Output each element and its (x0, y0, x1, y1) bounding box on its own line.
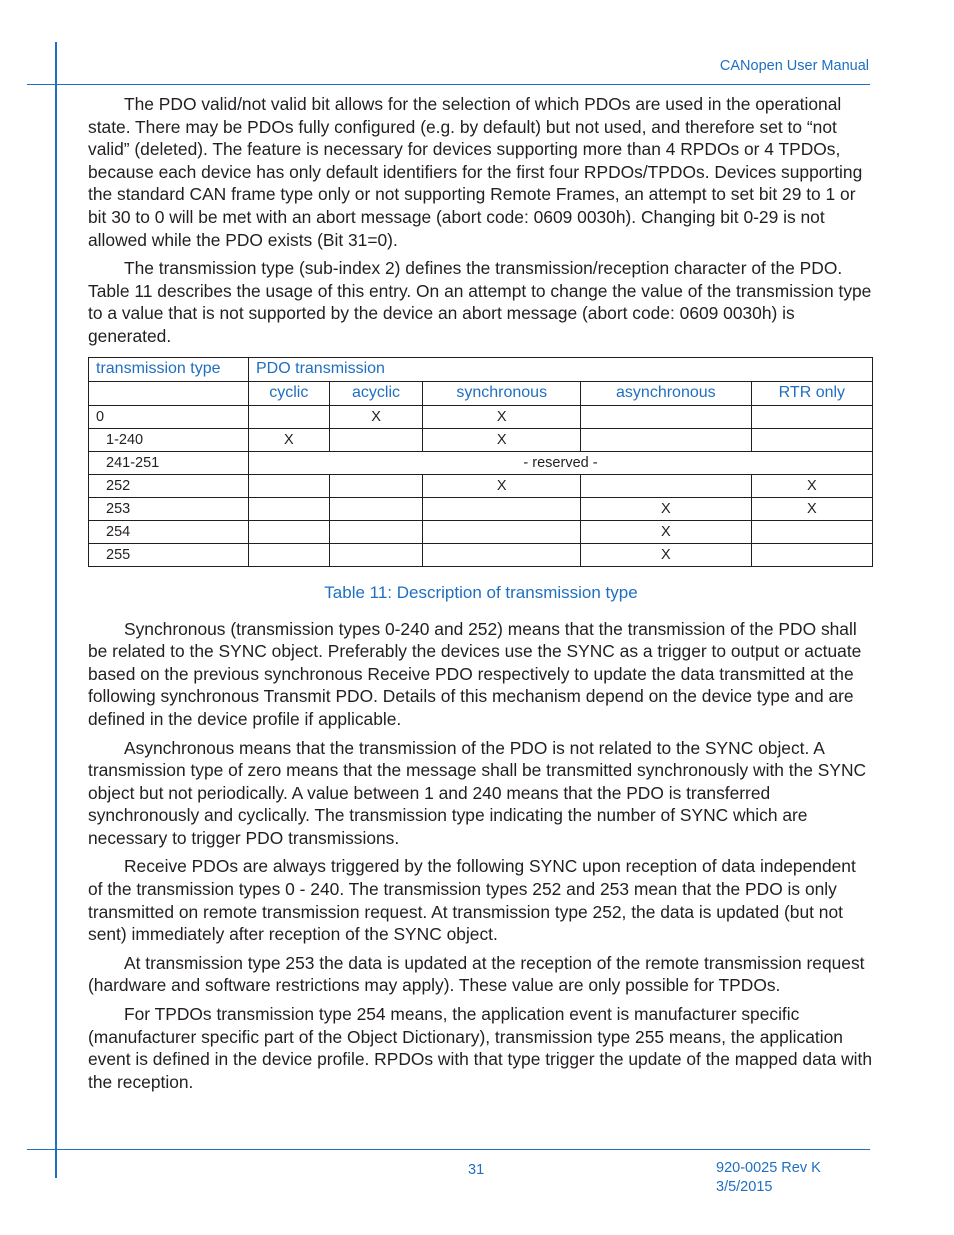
table-cell (580, 405, 751, 428)
table-cell (423, 543, 580, 566)
table-cell (249, 497, 330, 520)
table-cell (249, 405, 330, 428)
table-header-cell: transmission type (89, 357, 249, 381)
table-cell (751, 405, 872, 428)
table-cell: X (423, 474, 580, 497)
table-cell: X (249, 428, 330, 451)
document-revision (716, 1159, 821, 1197)
table-row (89, 497, 873, 520)
table-cell: X (580, 497, 751, 520)
paragraph: For TPDOs transmission type 254 means, the application event is manufacturer specific (manufacturer specific part of the Object Dictionary), transmission type 255 means, the application event is defined in the device profile. RPDOs with that type trigger the update of the mapped data with the reception. (88, 1004, 873, 1092)
header-rule (27, 84, 870, 85)
table-cell: X (751, 474, 872, 497)
paragraph: Synchronous (transmission types 0-240 and 252) means that the transmission of the PDO shall be related to the SYNC object. Preferably the devices use the SYNC as a trigger to output or actuate based on the previous synchronous Receive PDO respectively to update the data transmitted at the following synchronous Transmit PDO. Details of this mechanism depend on the device type and are defined in the device profile if applicable. (88, 618, 862, 729)
paragraph: Receive PDOs are always triggered by the following SYNC upon reception of data independent of the transmission types 0 - 240. The transmission types 252 and 253 mean that the PDO is only transmitted on remote transmission request. At transmission type 252, the data is updated (but not sent) immediately after reception of the SYNC object. (88, 856, 856, 945)
transmission-type-table (88, 357, 873, 567)
table-cell (329, 497, 423, 520)
table-cell (329, 520, 423, 543)
table-cell: X (329, 405, 423, 428)
table-cell: 0 (89, 405, 249, 428)
doc-rev: 920-0025 Rev K (716, 1160, 821, 1176)
table-cell: 255 (89, 543, 249, 566)
table-header-cell: cyclic (249, 381, 330, 405)
table-row (89, 405, 873, 428)
table-row (89, 543, 873, 566)
paragraph: The transmission type (sub-index 2) defines the transmission/reception character of the PDO. Table 11 describes the usage of this entry. On an attempt to change the value of the transmission type to a value that is not supported by the device an abort message (abort code: 0609 0030h) is generated. (88, 258, 872, 346)
footer-rule (27, 1149, 870, 1150)
table-cell: 1-240 (89, 428, 249, 451)
paragraph: Asynchronous means that the transmission of the PDO is not related to the SYNC object. A transmission type of zero means that the message shall be transmitted synchronously with the SYNC object but not periodically. A value between 1 and 240 means that the PDO is transferred synchronously and cyclically. The transmission type indicating the number of SYNC which are necessary to trigger PDO transmissions. (88, 737, 867, 848)
table-cell (751, 428, 872, 451)
table-row (89, 474, 873, 497)
paragraph: The PDO valid/not valid bit allows for the selection of which PDOs are used in the operational state. There may be PDOs fully configured (e.g. by default) but not used, and therefore set to “not valid” (deleted). The feature is necessary for devices supporting more than 4 RPDOs or 4 TPDOs, because each device has only default identifiers for the first four RPDOs/TPDOs. Devices supporting the standard CAN frame type only or not supporting Remote Frames, an attempt to set bit 29 to 1 or bit 30 to 0 will be met with an abort message (abort code: 0609 0030h). Changing bit 0-29 is not allowed while the PDO exists (Bit 31=0). (88, 94, 863, 250)
left-margin-rule (55, 42, 57, 1178)
running-header: CANopen User Manual (719, 58, 869, 74)
table-cell: - reserved - (249, 451, 873, 474)
page-number: 31 (468, 1162, 485, 1178)
table-cell (249, 543, 330, 566)
table-caption: Table 11: Description of transmission type (324, 582, 638, 602)
table-header-cell: RTR only (751, 381, 872, 405)
table-row (89, 428, 873, 451)
table-cell (329, 543, 423, 566)
page-body (88, 93, 874, 1099)
table-cell: 252 (89, 474, 249, 497)
table-cell (89, 381, 249, 405)
table-cell (580, 474, 751, 497)
table-header-cell: asynchronous (580, 381, 751, 405)
table-cell: X (580, 543, 751, 566)
table-cell (580, 428, 751, 451)
table-header-cell: synchronous (423, 381, 580, 405)
table-cell (423, 497, 580, 520)
table-cell (329, 428, 423, 451)
table-cell (249, 520, 330, 543)
table-cell (751, 520, 872, 543)
table-cell: 241-251 (89, 451, 249, 474)
table-cell: X (423, 428, 580, 451)
table-cell: X (423, 405, 580, 428)
table-cell (751, 543, 872, 566)
table-row (89, 520, 873, 543)
table-header-cell: acyclic (329, 381, 423, 405)
paragraph: At transmission type 253 the data is updated at the reception of the remote transmission request (hardware and software restrictions may apply). These value are only possible for TPDOs. (88, 952, 865, 996)
table-cell (249, 474, 330, 497)
table-cell: X (580, 520, 751, 543)
table-subheader-row (89, 381, 873, 405)
table-header-cell: PDO transmission (249, 357, 873, 381)
table-cell (329, 474, 423, 497)
table-header-row (89, 357, 873, 381)
table-row (89, 451, 873, 474)
table-cell: 253 (89, 497, 249, 520)
table-cell: X (751, 497, 872, 520)
doc-date: 3/5/2015 (716, 1179, 773, 1195)
table-cell: 254 (89, 520, 249, 543)
table-cell (423, 520, 580, 543)
